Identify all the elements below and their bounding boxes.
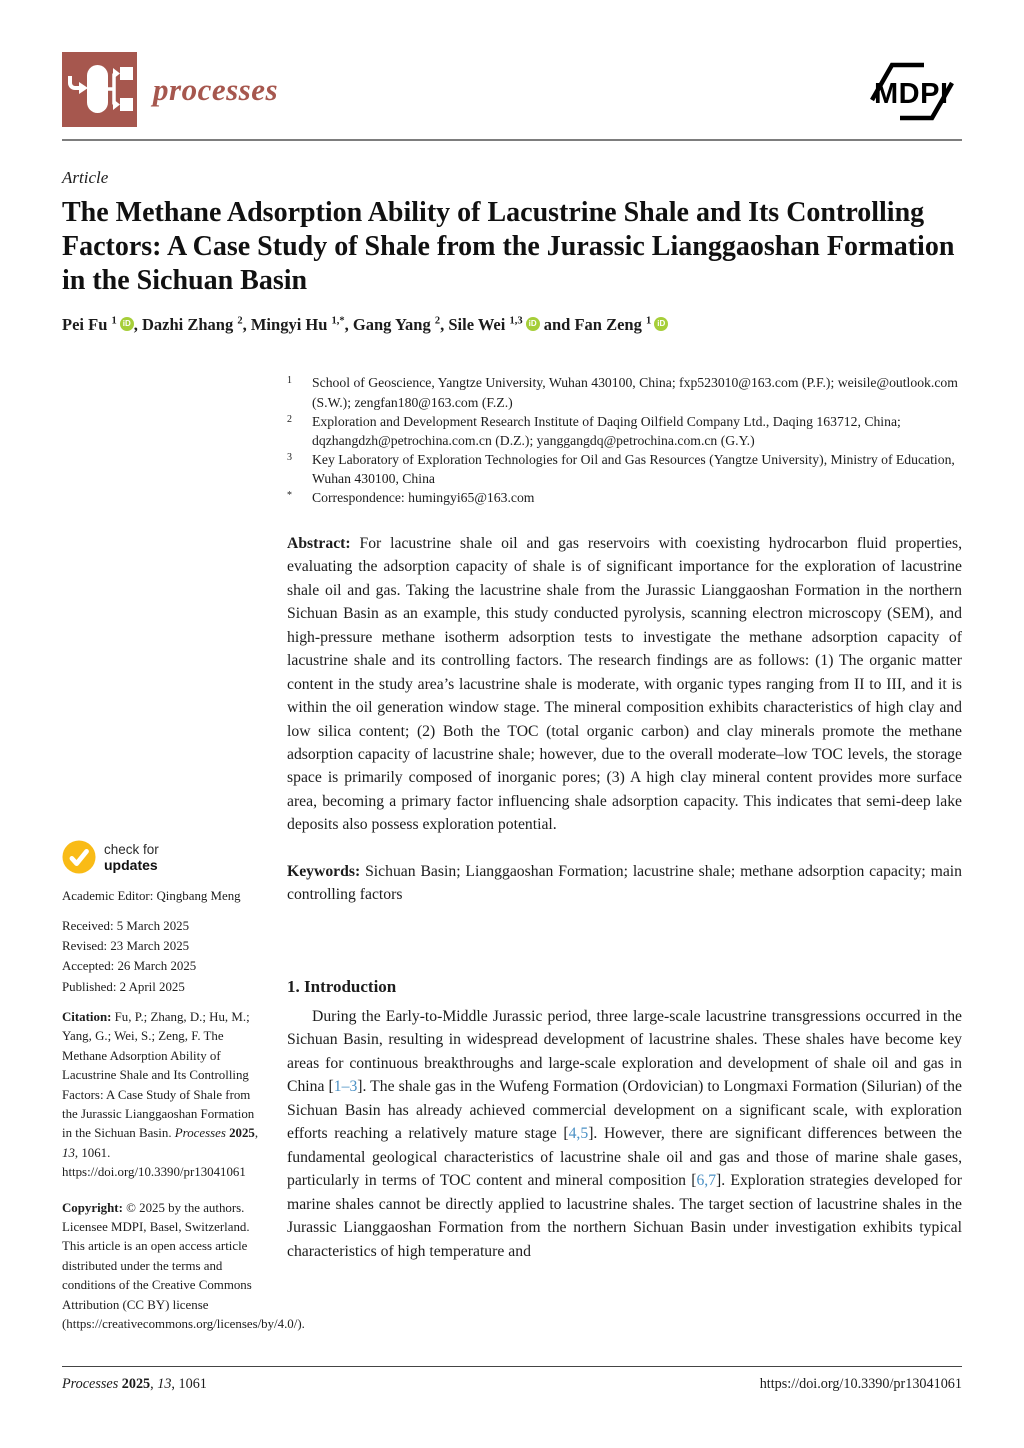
affiliation-text: Key Laboratory of Exploration Technologies for Oil and Gas Resources (Yangtze University), Ministry of Education, Wuhan 430100, China bbox=[312, 451, 955, 486]
reference-link[interactable]: 6,7 bbox=[696, 1172, 717, 1190]
left-sidebar bbox=[62, 373, 305, 1334]
main-column bbox=[287, 373, 962, 1334]
keywords: Keywords: Sichuan Basin; Lianggaoshan Formation; lacustrine shale; methane adsorption capacity; main controlling factors bbox=[287, 862, 962, 904]
section-heading-introduction: 1. Introduction bbox=[287, 976, 397, 996]
journal-brand bbox=[62, 52, 278, 127]
author-affiliation-sup: 1 bbox=[111, 315, 117, 327]
citation-block: Citation: Fu, P.; Zhang, D.; Hu, M.; Yang, G.; Wei, S.; Zeng, F. The Methane Adsorption Ability of Lacustrine Shale and Its Controlling Factors: A Case Study of Shale from the Jurassic Lianggaoshan Formation in the Sichuan Basin. Processes 2025, 13, 1061. https://doi.org/10.3390/pr13041061 bbox=[62, 1010, 259, 1180]
article-dates bbox=[62, 916, 267, 997]
orcid-icon[interactable]: iD bbox=[526, 317, 540, 331]
academic-editor: Academic Editor: Qingbang Meng bbox=[62, 889, 241, 904]
date-line: Revised: 23 March 2025 bbox=[62, 939, 190, 954]
reference-link[interactable]: 4,5 bbox=[568, 1125, 589, 1143]
affiliation-sup: 3 bbox=[287, 451, 292, 463]
mdpi-logo bbox=[862, 54, 962, 128]
svg-text:MDPI: MDPI bbox=[874, 78, 949, 110]
affiliation-text: Correspondence: humingyi65@163.com bbox=[312, 489, 535, 505]
affiliation-row bbox=[287, 488, 962, 507]
affiliation-sup: 1 bbox=[287, 375, 292, 387]
check-icon bbox=[62, 840, 96, 874]
author-name: and Fan Zeng bbox=[543, 315, 642, 335]
check-for-updates-text: check for updates bbox=[104, 841, 159, 874]
affiliation-row bbox=[287, 412, 962, 450]
author-affiliation-sup: 2 bbox=[434, 315, 441, 327]
page-header bbox=[62, 0, 962, 128]
author-affiliation-sup: 1,* bbox=[331, 315, 345, 327]
orcid-icon[interactable]: iD bbox=[654, 317, 668, 331]
header-divider bbox=[62, 139, 962, 141]
author-name: Dazhi Zhang bbox=[142, 315, 234, 335]
affiliation-row bbox=[287, 450, 962, 488]
date-line: Accepted: 26 March 2025 bbox=[62, 959, 197, 974]
date-line: Received: 5 March 2025 bbox=[62, 918, 190, 933]
journal-name: processes bbox=[153, 71, 279, 107]
affiliation-text: School of Geoscience, Yangtze University, Wuhan 430100, China; fxp523010@163.com (P.F.); weisile@outlook.com (S.W.); zengfan180@163.com (F.Z.) bbox=[312, 375, 958, 410]
author-name: Sile Wei bbox=[448, 315, 506, 335]
affiliation-text: Exploration and Development Research Institute of Daqing Oilfield Company Ltd., Daqing 163712, China; dqzhangdzh@petrochina.com.cn (D.Z.); yanggangdq@petrochina.com.cn (G.Y.) bbox=[312, 413, 901, 448]
footer-doi-link[interactable]: https://doi.org/10.3390/pr13041061 bbox=[759, 1376, 962, 1392]
date-line: Published: 2 April 2025 bbox=[62, 979, 185, 994]
content-columns bbox=[62, 373, 962, 1334]
affiliations bbox=[287, 373, 962, 506]
affiliation-sup: 2 bbox=[287, 413, 292, 425]
affiliation-row bbox=[287, 373, 962, 411]
author-name: Mingyi Hu bbox=[250, 315, 328, 335]
affiliation-sup: * bbox=[287, 489, 292, 501]
author-name: Gang Yang bbox=[352, 315, 431, 335]
processes-logo-icon bbox=[62, 52, 137, 127]
footer-row bbox=[62, 1376, 962, 1393]
page-footer bbox=[62, 1366, 962, 1393]
author-name: Pei Fu bbox=[62, 315, 108, 335]
paper-title: The Methane Adsorption Ability of Lacustrine Shale and Its Controlling Factors: A Case Study of Shale from the Jurassic Lianggaoshan Formation in the Sichuan Basin bbox=[62, 197, 955, 297]
abstract: Abstract: For lacustrine shale oil and gas reservoirs with coexisting hydrocarbon fluid properties, evaluating the adsorption capacity of shale is of significant importance for the exploration of lacustrine shale oil and gas. Taking the lacustrine shale from the Jurassic Lianggaoshan Formation in the northern Sichuan Basin as an example, this study conducted pyrolysis, scanning electron microscopy (SEM), and high-pressure methane isotherm adsorption tests to investigate the methane adsorption capacity of lacustrine shale and its controlling factors. The research findings are as follows: (1) The organic matter content in the study area’s lacustrine shale is moderate, with organic types ranging from II to III, and it is within the oil generation window stage. The mineral composition exhibits characteristics of high clay and low silica content; (2) Both the TOC (total organic carbon) and clay minerals promote the methane adsorption capacity of lacustrine shale; however, due to the overall moderate–low TOC levels, the storage space is primarily composed of inorganic pores; (3) A high clay mineral content provides more surface area, becoming a primary factor influencing shale adsorption capacity. This indicates that semi-deep lake deposits also possess exploration potential. bbox=[287, 534, 962, 834]
check-for-updates-badge[interactable] bbox=[62, 840, 267, 874]
reference-link[interactable]: 1–3 bbox=[333, 1078, 358, 1096]
author-affiliation-sup: 1,3 bbox=[509, 315, 523, 327]
author-affiliation-sup: 1 bbox=[645, 315, 652, 327]
introduction-paragraph: During the Early-to-Middle Jurassic period, three large-scale lacustrine transgressions occurred in the Sichuan Basin, resulting in widespread development of lacustrine shales. These shales have become key areas for continuous breakthroughs and large-scale exploration and development of shale oil and gas in China [1–3]. The shale gas in the Wufeng Formation (Ordovician) to Longmaxi Formation (Silurian) of the Sichuan Basin has already achieved commercial development on a significant scale, with exploration efforts reaching a relatively mature stage [4,5]. However, there are significant differences between the fundamental geological characteristics of lacustrine shale oil and gas and those of marine shale gases, particularly in terms of TOC content and mineral composition [6,7]. Exploration strategies developed for marine shales cannot be directly applied to lacustrine shales. The target section of lacustrine shales in the Jurassic Lianggaoshan Formation from the northern Sichuan Basin under investigation exhibits typical characteristics of high temperature and bbox=[287, 1007, 962, 1260]
article-type-label: Article bbox=[62, 168, 109, 187]
author-affiliation-sup: 2 bbox=[237, 315, 243, 327]
footer-journal-ref: Processes 2025, 13, 1061 bbox=[62, 1376, 207, 1392]
orcid-icon[interactable]: iD bbox=[120, 317, 134, 331]
copyright-block: Copyright: © 2025 by the authors. Licensee MDPI, Basel, Switzerland. This article is an open access article distributed under the terms and conditions of the Creative Commons Attribution (CC BY) license (https://creativecommons.org/licenses/by/4.0/). bbox=[62, 1200, 305, 1332]
author-line: Pei Fu $^1$ iD , Dazhi Zhang $^2$, Mingyi Hu $^{1,*}$, Gang Yang $^2$, Sile Wei $^{1,3}$ iD and Fan Zeng $^1$ iD bbox=[62, 315, 962, 335]
footer-divider bbox=[62, 1366, 962, 1367]
